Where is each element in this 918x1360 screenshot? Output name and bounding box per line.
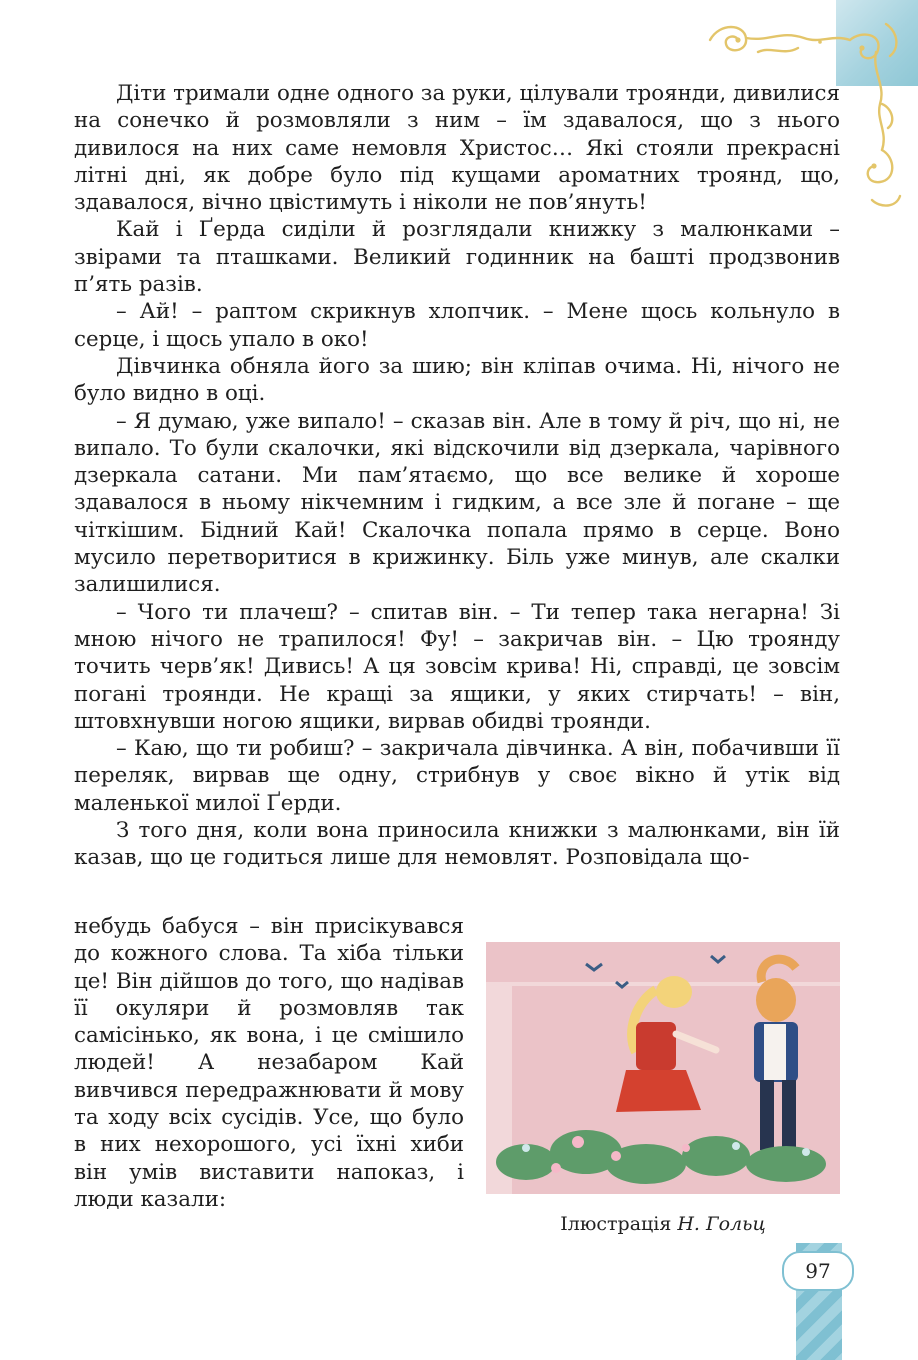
paragraph: Діти тримали одне одного за руки, цілували троянди, дивилися на сонечко й розмовляли з ним – їм здавалося, що з нього дивилося на них саме немовля Христос… Які стояли прекрасні літні дні, як добре було під кущами ароматних троянд, що, здавалося, вічно цвістимуть і ніколи не пов’януть!	[74, 81, 840, 216]
story-text	[74, 80, 840, 872]
illustration-image-icon	[486, 942, 840, 1194]
paragraph: – Ай! – раптом скрикнув хлопчик. – Мене щось кольнуло в серце, і щось упало в око!	[74, 299, 840, 352]
paragraph: – Каю, що ти робиш? – закричала дівчинка. А він, побачивши її переляк, вирвав ще одну, стрибнув у своє вікно й утік від маленької милої Ґерди.	[74, 736, 840, 816]
paragraph: – Чого ти плачеш? – спитав він. – Ти тепер така негарна! Зі мною нічого не трапилося! Фу! – закричав він. – Цю троянду точить черв’як! Дивись! А ця зовсім крива! Ні, справді, це зовсім погані троянди. Не кращі за ящики, у яких стирчать! – він, штовхнувши ногою ящики, вирвав обидві троянди.	[74, 599, 840, 734]
illustration-caption	[486, 1213, 840, 1235]
story-text-narrow	[74, 913, 464, 1213]
paragraph: Кай і Ґерда сиділи й розглядали книжку з малюнками – звірами та пташками. Великий годинник на башті продзвонив п’ять разів.	[74, 217, 840, 298]
paragraph: – Я думаю, уже випало! – сказав він. Але в тому й річ, що ні, не випало. То були скалочки, які відскочили від дзеркала, чарівного дзеркала сатани. Ми пам’ятаємо, що все велике й хороше здавалося в ньому нікчемним і гидким, а все зле й погане – ще чіткішим. Бідний Кай! Скалочка попала прямо в серце. Воно мусило перетворитися в крижинку. Біль уже минув, але скалки залишилися.	[74, 408, 840, 598]
paragraph-continued: небудь бабуся – він присікувався до кожного слова. Та хіба тільки це! Він дійшов до того, що надівав її окуляри й розмовляв так самісінько, як вона, і це смішило людей! А незабаром Кай вивчився передражнювати й мову та ходу всіх сусідів. Усе, що було в них нехорошого, усі їхні хиби він умів виставити напоказ, і люди казали:	[74, 914, 464, 1212]
caption-prefix: Ілюстрація	[560, 1213, 672, 1235]
caption-author: Н. Гольц	[677, 1213, 766, 1235]
page-number: 97	[782, 1251, 854, 1291]
paragraph: Дівчинка обняла його за шию; він кліпав очима. Ні, нічого не було видно в оці.	[74, 353, 840, 407]
illustration	[486, 942, 840, 1194]
paragraph: З того дня, коли вона приносила книжки з малюнками, він їй казав, що це годиться лише для немовлят. Розповідала що-	[74, 818, 840, 871]
